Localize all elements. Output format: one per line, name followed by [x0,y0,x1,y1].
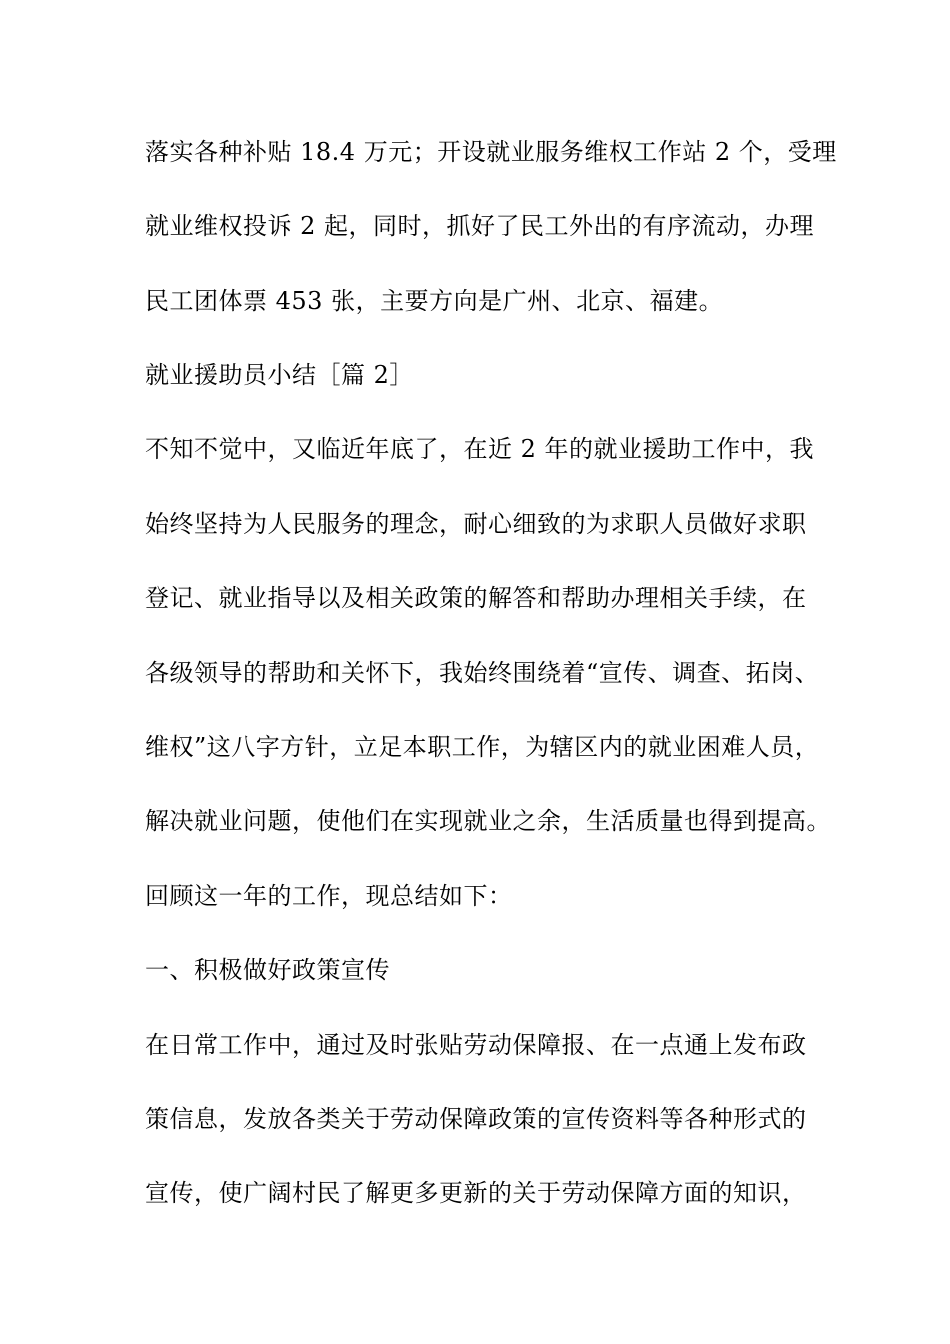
paragraph-line: 策信息，发放各类关于劳动保障政策的宣传资料等各种形式的 [145,1105,807,1133]
paragraph-line: 落实各种补贴 18.4 万元；开设就业服务维权工作站 2 个，受理 [145,138,837,166]
paragraph-line: 就业维权投诉 2 起，同时，抓好了民工外出的有序流动，办理 [145,212,815,240]
paragraph-line: 始终坚持为人民服务的理念，耐心细致的为求职人员做好求职 [145,510,807,538]
paragraph-line: 不知不觉中，又临近年底了，在近 2 年的就业援助工作中，我 [145,435,815,463]
section-heading: 就业援助员小结［篇 2］ [145,361,414,389]
paragraph-line: 登记、就业指导以及相关政策的解答和帮助办理相关手续，在 [145,584,807,612]
section-heading: 一、积极做好政策宣传 [145,956,390,984]
paragraph-line: 宣传，使广阔村民了解更多更新的关于劳动保障方面的知识， [145,1179,807,1207]
paragraph-line: 在日常工作中，通过及时张贴劳动保障报、在一点通上发布政 [145,1031,807,1059]
paragraph-line: 民工团体票 453 张，主要方向是广州、北京、福建。 [145,287,724,315]
paragraph-line: 解决就业问题，使他们在实现就业之余，生活质量也得到提高。 [145,807,831,835]
paragraph-line: 回顾这一年的工作，现总结如下： [145,882,513,910]
paragraph-line: 维权”这八字方针，立足本职工作，为辖区内的就业困难人员， [145,733,820,761]
paragraph-line: 各级领导的帮助和关怀下，我始终围绕着“宣传、调查、拓岗、 [145,659,820,687]
